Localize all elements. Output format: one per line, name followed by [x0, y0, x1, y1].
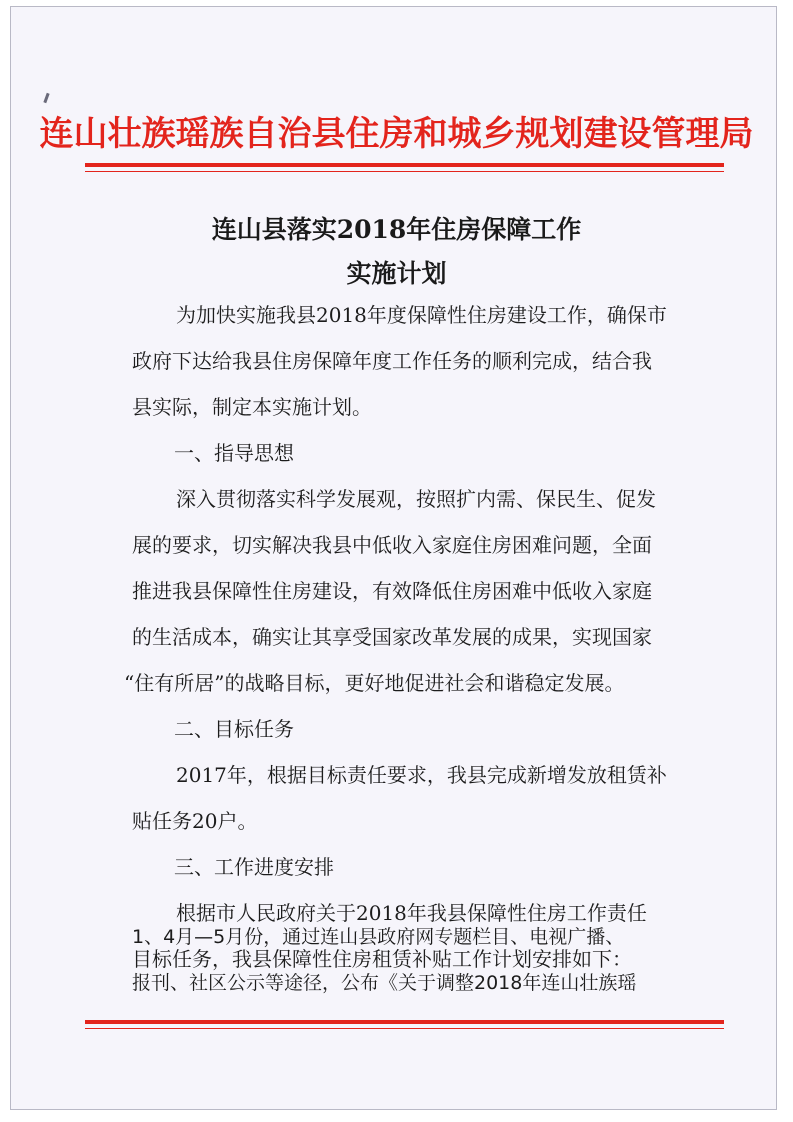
document-body	[124, 292, 694, 992]
item1-line: 报刊、社区公示等途径，公布《关于调整2018年连山壮族瑶	[132, 972, 637, 994]
header-rule-thin	[85, 171, 724, 172]
section3-line: 根据市人民政府关于2018年我县保障性住房工作责任	[176, 901, 647, 925]
intro-line: 为加快实施我县2018年度保障性住房建设工作，确保市	[176, 303, 667, 327]
section1-line: 深入贯彻落实科学发展观，按照扩内需、保民生、促发	[176, 487, 656, 511]
section-heading: 三、工作进度安排	[174, 855, 334, 879]
section-heading: 一、指导思想	[174, 441, 294, 465]
section1-line: “住有所居”的战略目标，更好地促进社会和谐稳定发展。	[124, 671, 625, 695]
intro-line: 县实际，制定本实施计划。	[132, 395, 372, 419]
intro-line: 政府下达给我县住房保障年度工作任务的顺利完成，结合我	[132, 349, 652, 373]
section-heading: 二、目标任务	[174, 717, 294, 741]
section3-line: 目标任务，我县保障性住房租赁补贴工作计划安排如下：	[132, 947, 632, 971]
section1-line: 的生活成本，确实让其享受国家改革发展的成果，实现国家	[132, 625, 652, 649]
document-title-line2: 实施计划	[346, 259, 447, 288]
item1-block	[134, 914, 694, 1014]
document-title-line1: 连山县落实2018年住房保障工作	[211, 215, 582, 244]
scan-mark	[43, 93, 49, 103]
item1-line: 1、4月—5月份，通过连山县政府网专题栏目、电视广播、	[132, 926, 625, 948]
footer-rule-thick	[85, 1020, 724, 1024]
section1-line: 推进我县保障性住房建设，有效降低住房困难中低收入家庭	[132, 579, 652, 603]
header-rule-thick	[85, 163, 724, 167]
section2-line: 贴任务20户。	[132, 809, 258, 833]
section1-line: 展的要求，切实解决我县中低收入家庭住房困难问题，全面	[132, 533, 652, 557]
agency-header: 连山壮族瑶族自治县住房和城乡规划建设管理局	[39, 114, 754, 154]
footer-rule-thin	[85, 1028, 724, 1029]
section2-line: 2017年，根据目标责任要求，我县完成新增发放租赁补	[176, 763, 667, 787]
